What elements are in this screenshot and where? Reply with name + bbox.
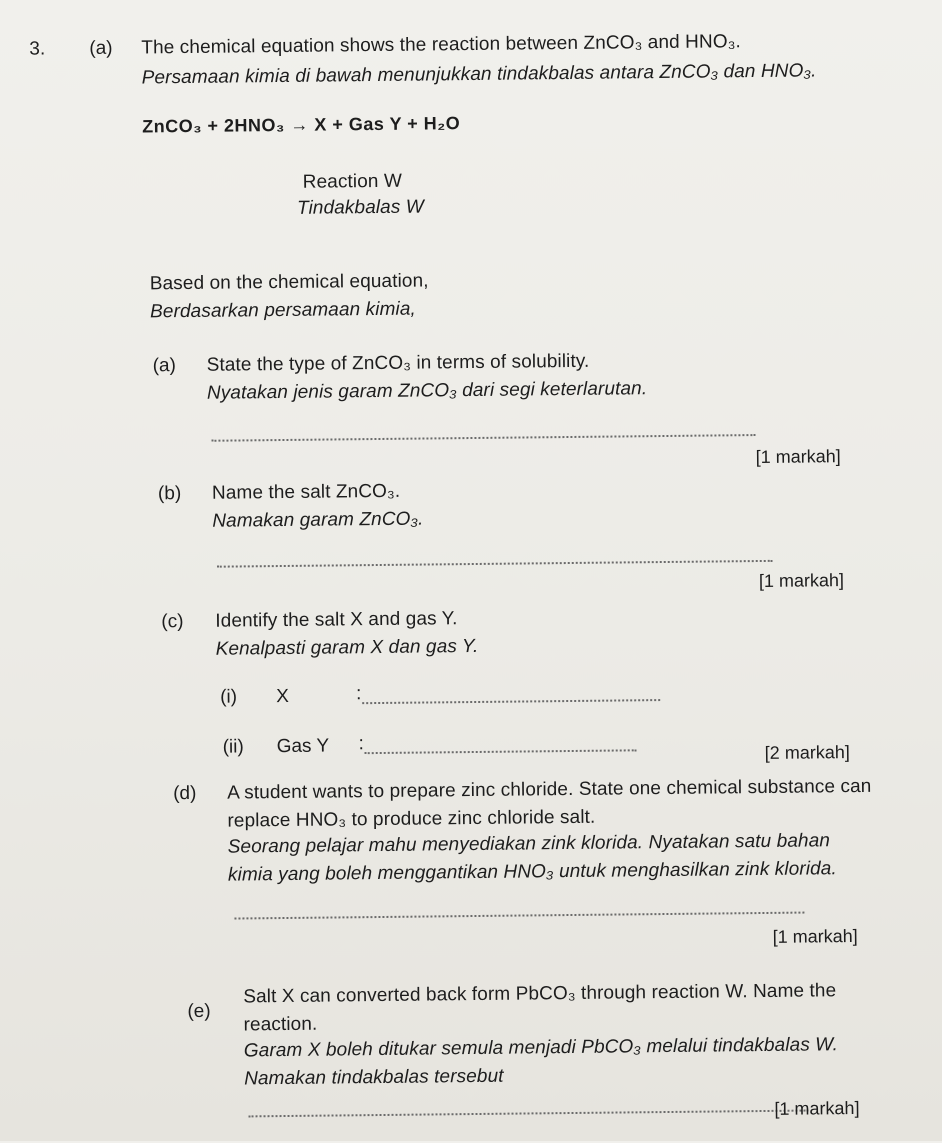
question-part-label: (a) bbox=[89, 37, 113, 60]
part-e-marks: [1 markah] bbox=[774, 1097, 860, 1119]
part-c-ii-label: (ii) bbox=[222, 736, 244, 758]
question-number: 3. bbox=[29, 38, 46, 60]
part-c-ii-answer-line[interactable] bbox=[365, 749, 637, 754]
reaction-label-english: Reaction W bbox=[302, 170, 403, 193]
part-d-question-malay-line1: Seorang pelajar mahu menyediakan zink klorida. Nyatakan satu bahan bbox=[227, 830, 831, 858]
intro-english: The chemical equation shows the reaction between ZnCO₃ and HNO₃. bbox=[141, 31, 741, 59]
part-a-label: (a) bbox=[152, 355, 177, 377]
part-e-answer-line[interactable] bbox=[249, 1110, 809, 1118]
part-a-answer-line[interactable] bbox=[211, 434, 755, 442]
based-on-english: Based on the chemical equation, bbox=[149, 270, 429, 295]
part-c-i-text: X bbox=[276, 685, 289, 708]
part-a-marks: [1 markah] bbox=[755, 446, 841, 468]
part-c-marks: [2 markah] bbox=[764, 742, 850, 763]
intro-malay: Persamaan kimia di bawah menunjukkan tindakbalas antara ZnCO₃ dan HNO₃. bbox=[141, 60, 817, 89]
part-b-question-english: Name the salt ZnCO₃. bbox=[211, 480, 401, 504]
part-e-label: (e) bbox=[187, 1000, 211, 1023]
part-b-question-malay: Namakan garam ZnCO₃. bbox=[212, 508, 424, 532]
part-d-label: (d) bbox=[173, 782, 197, 805]
part-e-question-english-line1: Salt X can converted back form PbCO₃ through reaction W. Name the bbox=[243, 980, 837, 1008]
part-d-question-malay-line2: kimia yang boleh menggantikan HNO₃ untuk menghasilkan zink klorida. bbox=[227, 858, 837, 886]
part-c-i-label: (i) bbox=[220, 686, 238, 708]
part-a-question-malay: Nyatakan jenis garam ZnCO₃ dari segi keterlarutan. bbox=[206, 378, 648, 404]
part-e-question-malay-line1: Garam X boleh ditukar semula menjadi PbCO₃ melalui tindakbalas W. bbox=[243, 1034, 839, 1062]
part-c-question-malay: Kenalpasti garam X dan gas Y. bbox=[215, 635, 479, 660]
chemical-equation: ZnCO₃ + 2HNO₃ → X + Gas Y + H₂O bbox=[142, 113, 461, 137]
part-c-i-colon: : bbox=[355, 683, 362, 705]
part-e-question-english-line2: reaction. bbox=[243, 1013, 318, 1036]
part-c-label: (c) bbox=[161, 611, 184, 633]
part-b-label: (b) bbox=[157, 483, 182, 505]
part-d-question-english-line1: A student wants to prepare zinc chloride. State one chemical substance can bbox=[227, 775, 872, 804]
based-on-malay: Berdasarkan persamaan kimia, bbox=[149, 298, 416, 323]
part-d-answer-line[interactable] bbox=[234, 912, 804, 920]
part-c-question-english: Identify the salt X and gas Y. bbox=[215, 608, 458, 632]
reaction-label-malay: Tindakbalas W bbox=[296, 196, 424, 219]
part-c-ii-text: Gas Y bbox=[276, 735, 330, 758]
part-b-marks: [1 markah] bbox=[758, 570, 845, 592]
part-e-question-malay-line2: Namakan tindakbalas tersebut bbox=[244, 1065, 504, 1090]
part-a-question-english: State the type of ZnCO₃ in terms of solubility. bbox=[206, 350, 590, 376]
part-c-ii-colon: : bbox=[358, 733, 365, 755]
part-d-question-english-line2: replace HNO₃ to produce zinc chloride salt. bbox=[227, 806, 596, 832]
part-b-answer-line[interactable] bbox=[217, 560, 773, 568]
part-d-marks: [1 markah] bbox=[772, 926, 858, 947]
part-c-i-answer-line[interactable] bbox=[362, 699, 660, 704]
